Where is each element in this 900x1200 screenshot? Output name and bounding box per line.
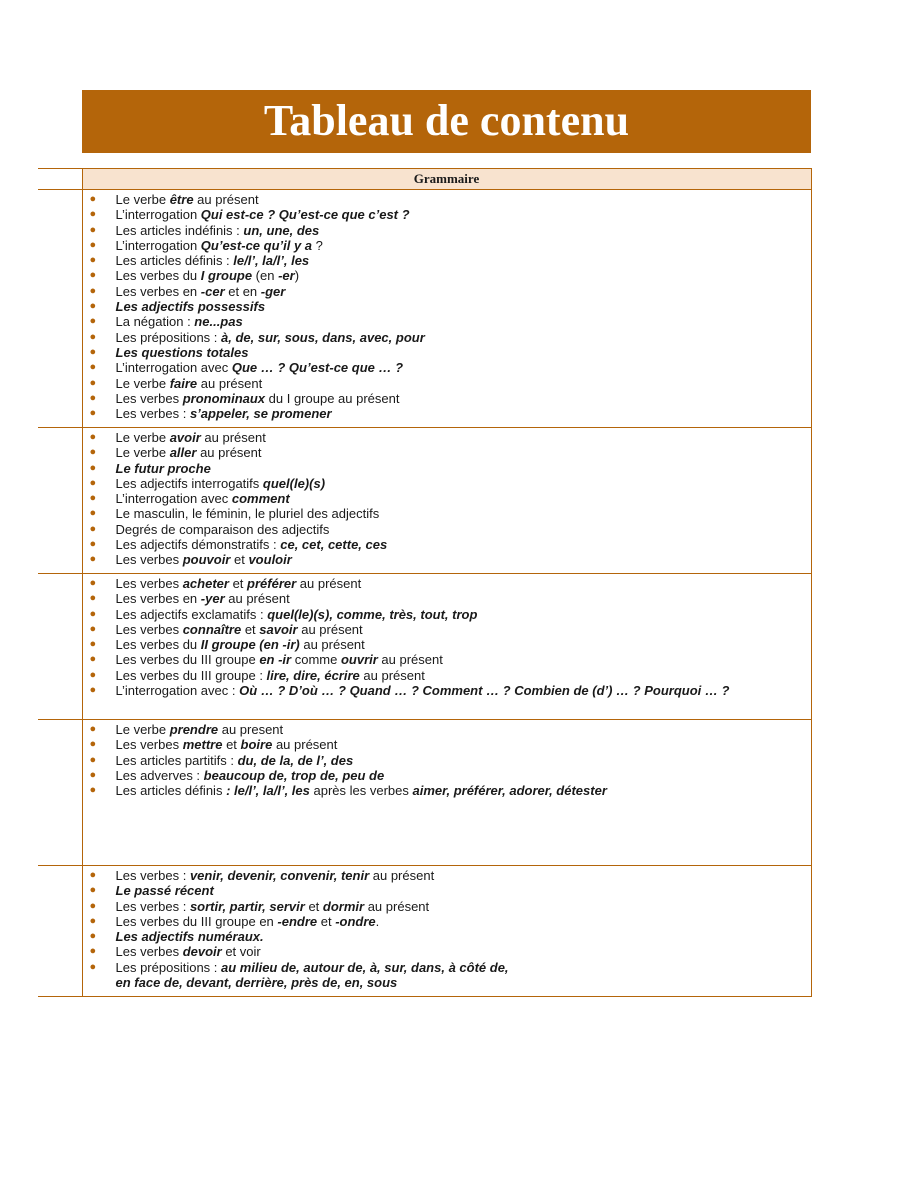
item-text: au présent (297, 621, 363, 637)
grammar-column-header: Grammaire (82, 169, 811, 190)
item-text: Les articles indéfinis : (115, 222, 244, 238)
emphasized-text: Le futur proche (115, 460, 211, 476)
item-text: Le verbe (115, 192, 170, 207)
list-item (83, 591, 811, 606)
item-text: ? (312, 237, 323, 253)
row-content-cell (82, 428, 811, 574)
list-item (83, 668, 811, 683)
item-text: Le verbe (115, 722, 170, 737)
list-item (83, 430, 811, 445)
emphasized-text: -ondre (335, 913, 376, 929)
item-text: et (317, 913, 336, 929)
list-item (83, 722, 811, 737)
list-item (83, 522, 811, 537)
emphasized-text: Où … ? D’où … ? Quand … ? Comment … ? Combien de (d’) … ? Pourquoi … ? (239, 683, 730, 699)
list-item (83, 944, 811, 959)
list-item (83, 406, 811, 421)
emphasized-text: pouvoir (182, 552, 231, 568)
item-text: Les adjectifs démonstratifs : (115, 537, 281, 553)
item-text: (en (252, 268, 279, 284)
list-item (83, 330, 811, 345)
bullet-icon: ● (89, 238, 97, 251)
item-text: Les verbes du (115, 268, 201, 284)
emphasized-text: -endre (277, 913, 318, 929)
list-item (83, 207, 811, 222)
item-text: et voir (221, 944, 261, 960)
bullet-icon: ● (89, 884, 97, 897)
list-item (83, 192, 811, 207)
item-text: au présent (193, 192, 259, 207)
item-text: Les verbes : (115, 898, 190, 914)
bullet-icon: ● (89, 300, 97, 313)
bullet-icon: ● (89, 684, 97, 697)
item-text: et (222, 737, 241, 753)
item-text: et (241, 621, 260, 637)
emphasized-text: comment (231, 491, 290, 507)
bullet-icon: ● (89, 723, 97, 735)
bullet-icon: ● (89, 193, 97, 205)
content-table (38, 168, 812, 997)
bullet-icon: ● (89, 269, 97, 282)
row-content-cell (82, 190, 811, 428)
emphasized-text: ne...pas (194, 314, 243, 330)
list-item (83, 607, 811, 622)
emphasized-text: boire (240, 737, 273, 753)
item-text: Les articles partitifs : (115, 752, 238, 768)
item-text: au présent (272, 737, 338, 753)
bullet-icon: ● (89, 223, 97, 236)
item-text: Le masculin, le féminin, le pluriel des adjectifs (115, 506, 380, 522)
bullet-icon: ● (89, 930, 97, 943)
emphasized-text: Les questions totales (115, 344, 249, 360)
item-text: au présent (224, 591, 290, 607)
emphasized-text: s’appeler, se promener (189, 406, 332, 422)
list-item (83, 268, 811, 283)
item-text: Le verbe (115, 430, 170, 445)
table-header-row (38, 169, 811, 190)
bullet-icon: ● (89, 553, 97, 566)
bullet-icon: ● (89, 254, 97, 267)
emphasized-text: : le/l’, la/l’, les (226, 783, 310, 799)
list-item (83, 929, 811, 944)
item-text: L’interrogation avec : (115, 683, 240, 699)
grammar-list (83, 720, 811, 798)
bullet-icon: ● (89, 784, 97, 797)
list-item (83, 637, 811, 652)
row-left-cell (38, 190, 82, 428)
list-item (83, 506, 811, 521)
emphasized-text: Le passé récent (115, 883, 214, 899)
emphasized-text: aller (169, 445, 197, 461)
item-text: Degrés de comparaison des adjectifs (115, 521, 330, 537)
bullet-icon: ● (89, 914, 97, 927)
bullet-icon: ● (89, 638, 97, 651)
item-text: Les verbes (115, 390, 183, 406)
bullet-icon: ● (89, 668, 97, 681)
list-item (83, 737, 811, 752)
emphasized-text: au milieu de, autour de, à, sur, dans, à côté de, (221, 959, 509, 975)
emphasized-text: faire (169, 375, 198, 391)
list-item (83, 314, 811, 329)
row-left-cell (38, 574, 82, 720)
bullet-icon: ● (89, 577, 97, 589)
bullet-icon: ● (89, 345, 97, 358)
emphasized-text: quel(le)(s) (262, 475, 326, 491)
emphasized-text: sortir, partir, servir (189, 898, 305, 914)
item-text: L’interrogation (115, 237, 201, 253)
bullet-icon: ● (89, 869, 97, 881)
emphasized-text: prendre (169, 722, 219, 737)
list-item (83, 461, 811, 476)
emphasized-text: mettre (182, 737, 223, 753)
table-row (38, 428, 811, 574)
table-row (38, 720, 811, 866)
emphasized-text: avoir (169, 430, 201, 445)
table-row (38, 190, 811, 428)
row-left-cell (38, 720, 82, 866)
emphasized-text: en face de, devant, derrière, près de, en, sous (115, 975, 398, 991)
list-item (83, 360, 811, 375)
bullet-icon: ● (89, 376, 97, 389)
bullet-icon: ● (89, 507, 97, 520)
list-item (83, 284, 811, 299)
item-text: au présent (296, 576, 362, 591)
list-item (83, 537, 811, 552)
item-text: Les verbes (115, 944, 183, 960)
grammar-list (83, 574, 811, 698)
emphasized-text: lire, dire, écrire (266, 667, 360, 683)
item-text: Les verbes en (115, 283, 201, 299)
emphasized-text: I groupe (200, 268, 253, 284)
item-text: Les verbes en (115, 591, 201, 607)
list-item (83, 622, 811, 637)
emphasized-text: Qui est-ce ? Qu’est-ce que c’est ? (200, 207, 410, 223)
item-text: du I groupe au présent (265, 390, 400, 406)
item-text: ) (294, 268, 300, 284)
bullet-icon: ● (89, 538, 97, 551)
emphasized-text: pronominaux (182, 390, 266, 406)
bullet-icon: ● (89, 607, 97, 620)
item-text: au présent (196, 445, 262, 461)
bullet-icon: ● (89, 461, 97, 474)
bullet-icon: ● (89, 330, 97, 343)
item-text: Les verbes du (115, 637, 201, 653)
bullet-icon: ● (89, 622, 97, 635)
bullet-icon: ● (89, 284, 97, 297)
grammar-list (83, 428, 811, 568)
emphasized-text: vouloir (248, 552, 292, 568)
item-text: Les prépositions : (115, 329, 222, 345)
emphasized-text: -ger (260, 283, 286, 299)
list-item (83, 445, 811, 460)
emphasized-text: devoir (182, 944, 222, 960)
list-item (83, 975, 811, 990)
page-title: Tableau de contenu (82, 90, 811, 153)
item-text: Les adverves : (115, 767, 204, 783)
item-text: Les verbes : (115, 406, 190, 422)
bullet-icon: ● (89, 738, 97, 751)
bullet-icon: ● (89, 446, 97, 459)
item-text: Les verbes (115, 576, 183, 591)
bullet-icon: ● (89, 592, 97, 605)
bullet-icon: ● (89, 653, 97, 666)
emphasized-text: Qu’est-ce qu’il y a (200, 237, 313, 253)
list-item (83, 868, 811, 883)
list-item (83, 491, 811, 506)
emphasized-text: Les adjectifs numéraux. (115, 929, 264, 945)
item-text: L’interrogation avec (115, 491, 232, 507)
emphasized-text: le/l’, la/l’, les (233, 253, 310, 269)
bullet-icon: ● (89, 476, 97, 489)
bullet-icon: ● (89, 492, 97, 505)
item-text: au présent (299, 637, 365, 653)
row-left-cell (38, 866, 82, 997)
item-text: comme (291, 652, 341, 668)
list-item (83, 768, 811, 783)
emphasized-text: beaucoup de, trop de, peu de (203, 767, 385, 783)
item-text: au present (218, 722, 284, 737)
emphasized-text: préférer (247, 576, 297, 591)
list-item (83, 683, 811, 698)
grammar-list (83, 866, 811, 990)
emphasized-text: -cer (200, 283, 225, 299)
list-item (83, 960, 811, 975)
item-text: au présent (197, 375, 263, 391)
row-content-cell (82, 720, 811, 866)
list-item (83, 883, 811, 898)
item-text: Le verbe (115, 375, 170, 391)
bullet-icon: ● (89, 945, 97, 958)
emphasized-text: du, de la, de l’, des (237, 752, 354, 768)
list-item (83, 552, 811, 567)
table-row (38, 574, 811, 720)
list-item (83, 376, 811, 391)
bullet-icon: ● (89, 960, 97, 973)
item-text: Le verbe (115, 445, 170, 461)
emphasized-text: II groupe (en -ir) (200, 637, 300, 653)
item-text: Les verbes (115, 621, 183, 637)
emphasized-text: Que … ? Qu’est-ce que … ? (231, 360, 404, 376)
item-text: Les prépositions : (115, 959, 222, 975)
table-row (38, 866, 811, 997)
list-item (83, 253, 811, 268)
item-text: au présent (377, 652, 443, 668)
emphasized-text: ouvrir (340, 652, 378, 668)
list-item (83, 899, 811, 914)
item-text: et (230, 552, 249, 568)
emphasized-text: Les adjectifs possessifs (115, 299, 266, 315)
list-item (83, 783, 811, 798)
item-text: Les verbes du III groupe (115, 652, 260, 668)
item-text: Les articles définis : (115, 253, 234, 269)
item-text: Les adjectifs interrogatifs (115, 475, 263, 491)
item-text: . (375, 913, 380, 929)
item-text: Les verbes (115, 552, 183, 568)
bullet-icon: ● (89, 522, 97, 535)
emphasized-text: venir, devenir, convenir, tenir (189, 868, 370, 883)
item-text: au présent (200, 430, 266, 445)
item-text: et (304, 898, 323, 914)
list-item (83, 476, 811, 491)
item-text: L’interrogation avec (115, 360, 232, 376)
bullet-icon: ● (89, 208, 97, 221)
emphasized-text: un, une, des (243, 222, 320, 238)
list-item (83, 753, 811, 768)
emphasized-text: -yer (200, 591, 225, 607)
list-item (83, 391, 811, 406)
bullet-icon: ● (89, 315, 97, 328)
emphasized-text: ce, cet, cette, ces (280, 537, 388, 553)
item-text: Les verbes du III groupe : (115, 667, 267, 683)
list-item (83, 299, 811, 314)
emphasized-text: dormir (322, 898, 365, 914)
list-item (83, 914, 811, 929)
bullet-icon: ● (89, 431, 97, 443)
item-text: après les verbes (309, 783, 413, 799)
bullet-icon: ● (89, 407, 97, 420)
emphasized-text: à, de, sur, sous, dans, avec, pour (221, 329, 425, 345)
row-left-cell (38, 428, 82, 574)
emphasized-text: connaître (182, 621, 242, 637)
bullet-icon: ● (89, 753, 97, 766)
item-text: au présent (369, 868, 435, 883)
item-text: au présent (359, 667, 425, 683)
item-text: Les verbes : (115, 868, 190, 883)
emphasized-text: en -ir (259, 652, 292, 668)
emphasized-text: -er (278, 268, 295, 284)
item-text: L’interrogation (115, 207, 201, 223)
list-item (83, 223, 811, 238)
item-text: La négation : (115, 314, 195, 330)
item-text: et en (224, 283, 261, 299)
grammar-list (83, 190, 811, 421)
item-text: Les adjectifs exclamatifs : (115, 606, 268, 622)
item-text: Les articles définis (115, 783, 227, 799)
emphasized-text: acheter (182, 576, 229, 591)
row-content-cell (82, 574, 811, 720)
list-item (83, 652, 811, 667)
emphasized-text: aimer, préférer, adorer, détester (412, 783, 607, 799)
list-item (83, 345, 811, 360)
emphasized-text: quel(le)(s), comme, très, tout, trop (267, 606, 478, 622)
bullet-icon: ● (89, 899, 97, 912)
bullet-icon: ● (89, 768, 97, 781)
bullet-icon: ● (89, 391, 97, 404)
row-content-cell (82, 866, 811, 997)
header-left-cell (38, 169, 82, 190)
emphasized-text: être (169, 192, 194, 207)
emphasized-text: savoir (259, 621, 298, 637)
item-text: Les verbes du III groupe en (115, 913, 278, 929)
item-text: Les verbes (115, 737, 183, 753)
list-item (83, 238, 811, 253)
item-text: au présent (364, 898, 430, 914)
item-text: et (228, 576, 248, 591)
bullet-icon: ● (89, 361, 97, 374)
list-item (83, 576, 811, 591)
